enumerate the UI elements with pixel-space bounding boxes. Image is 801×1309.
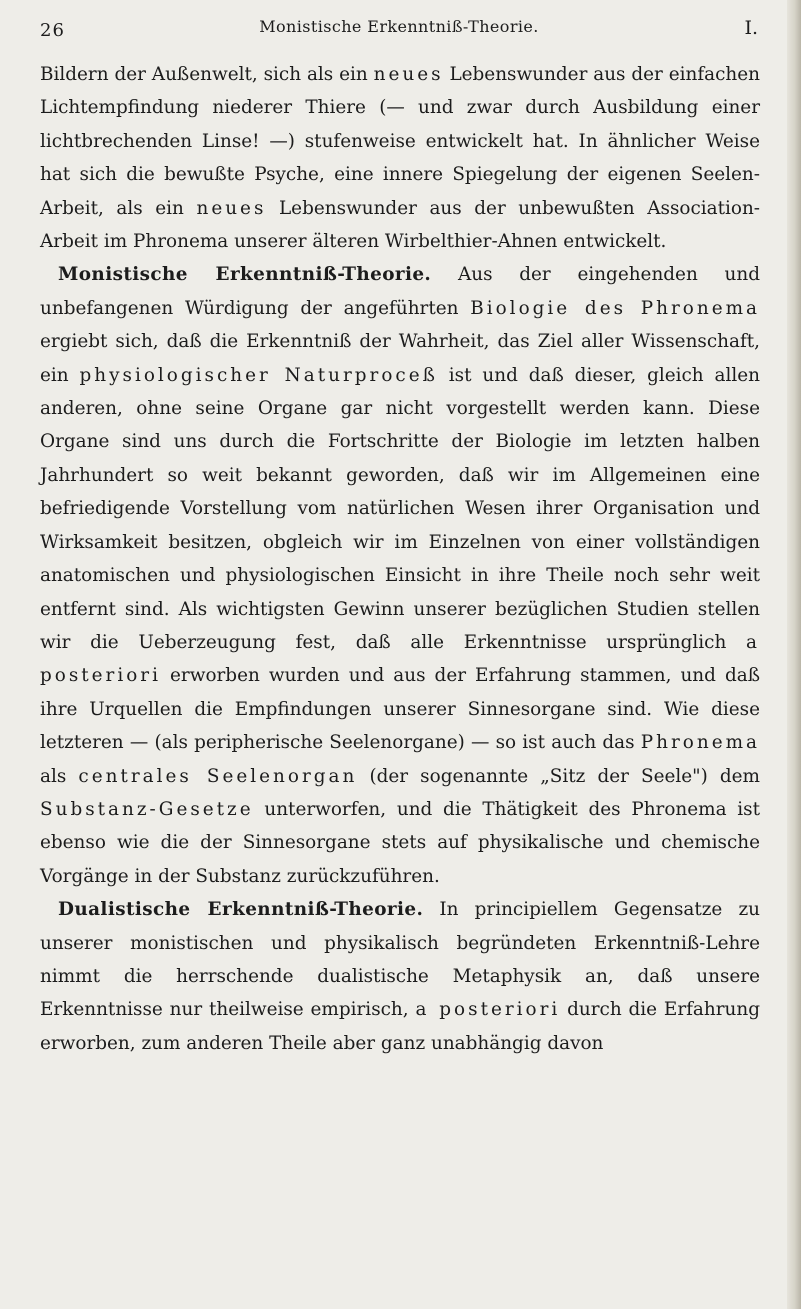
running-title: Monistische Erkenntniß-Theorie. [259, 17, 539, 36]
paragraph-continuation: Bildern der Außenwelt, sich als ein neues Lebenswunder aus der einfachen Lichtempfindung niederer Thiere (— und zwar durch Ausbildung einer lichtbrechenden Linse! —) stufenweise entwickelt hat. In ähnlicher Weise hat sich die bewußte Psyche, eine innere Spiegelung der eigenen Seelen-Arbeit, als ein neues Lebenswunder aus der unbewußten Association-Arbeit im Phronema unserer älteren Wirbelthier-Ahnen entwickelt. [40, 64, 760, 253]
page-number: 26 [40, 20, 65, 41]
section-number: I. [744, 17, 758, 39]
body-text [40, 58, 760, 1060]
section-heading-monistic: Monistische Erkenntniß-Theorie. [58, 264, 432, 286]
page-edge-shadow [787, 0, 801, 1309]
paragraph-dualistic-theory: Dualistische Erkenntniß-Theorie. In principiellem Gegensatze zu unserer monistischen und physikalisch begründeten Erkenntniß-Lehre nimmt die herrschende dualistische Metaphysik an, daß unsere Erkenntnisse nur theilweise empirisch, a posteriori durch die Erfahrung erworben, zum anderen Theile aber ganz unabhängig davon [40, 899, 760, 1054]
section-heading-dualistic: Dualistische Erkenntniß-Theorie. [58, 899, 424, 921]
paragraph-monistic-theory: Monistische Erkenntniß-Theorie. Aus der eingehenden und unbefangenen Würdigung der angeführten Biologie des Phronema ergiebt sich, daß die Erkenntniß der Wahrheit, das Ziel aller Wissenschaft, ein physiologischer Naturproceß ist und daß dieser, gleich allen anderen, ohne seine Organe gar nicht vorgestellt werden kann. Diese Organe sind uns durch die Fortschritte der Biologie im letzten halben Jahrhundert so weit bekannt geworden, daß wir im Allgemeinen eine befriedigende Vorstellung vom natürlichen Wesen ihrer Organisation und Wirksamkeit besitzen, obgleich wir im Einzelnen von einer vollständigen anatomischen und physiologischen Einsicht in ihre Theile noch sehr weit entfernt sind. Als wichtigsten Gewinn unserer bezüglichen Studien stellen wir die Ueberzeugung fest, daß alle Erkenntnisse ursprünglich a posteriori erworben wurden und aus der Erfahrung stammen, und daß ihre Urquellen die Empfindungen unserer Sinnesorgane sind. Wie diese letzteren — (als peripherische Seelenorgane) — so ist auch das Phronema als centrales Seelenorgan (der sogenannte „Sitz der Seele") dem Substanz-Gesetze unterworfen, und die Thätigkeit des Phronema ist ebenso wie die der Sinnesorgane stets auf physikalische und chemische Vorgänge in der Substanz zurückzuführen. [40, 264, 760, 887]
running-header [40, 14, 758, 44]
